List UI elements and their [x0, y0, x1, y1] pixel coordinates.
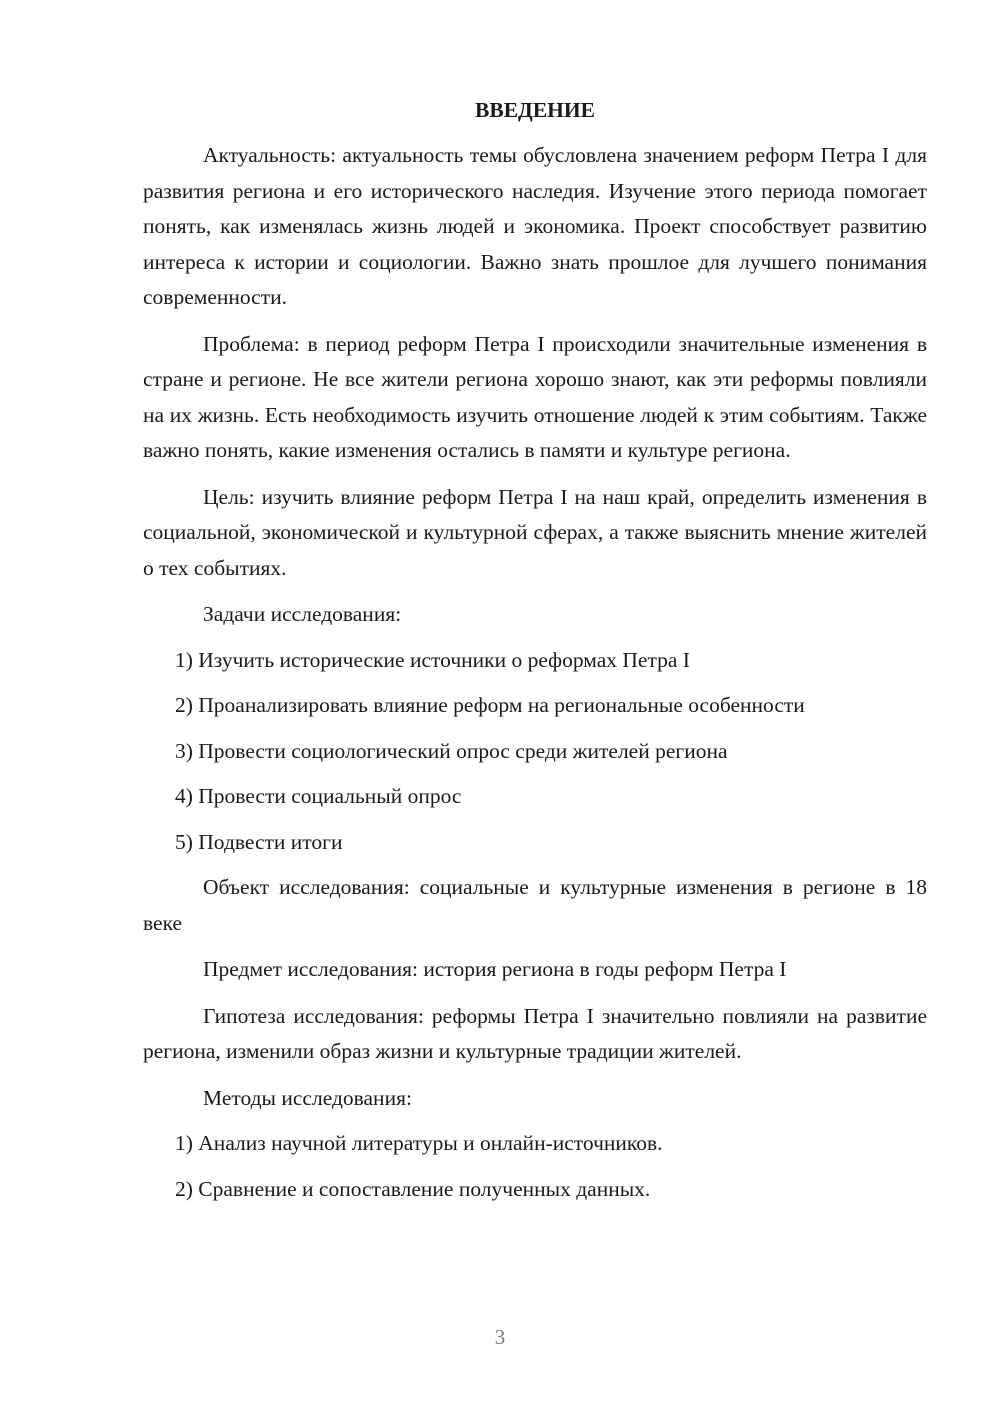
task-item-1: 1) Изучить исторические источники о реформах Петра I	[175, 647, 690, 672]
task-item-4: 4) Провести социальный опрос	[175, 784, 462, 808]
hypothesis-paragraph: Гипотеза исследования: реформы Петра I значительно повлияли на развитие региона, изменили образ жизни и культурные традиции жителей.	[143, 1003, 927, 1063]
page-number: 3	[494, 1325, 506, 1349]
problem-paragraph: Проблема: в период реформ Петра I происходили значительные изменения в стране и регионе. Не все жители региона хорошо знают, как эти реформы повлияли на их жизнь. Есть необходимость изучить отношение людей к этим событиям. Также важно понять, какие изменения остались в памяти и культуре региона.	[143, 331, 927, 462]
task-item-3: 3) Провести социологический опрос среди жителей региона	[175, 738, 728, 763]
goal-paragraph: Цель: изучить влияние реформ Петра I на наш край, определить изменения в социальной, экономической и культурной сферах, а также выяснить мнение жителей о тех событиях.	[143, 484, 927, 580]
method-item-2: 2) Сравнение и сопоставление полученных данных.	[175, 1176, 651, 1201]
method-item-1: 1) Анализ научной литературы и онлайн-источников.	[175, 1131, 663, 1155]
methods-heading: Методы исследования:	[203, 1085, 412, 1110]
task-item-2: 2) Проанализировать влияние реформ на региональные особенности	[175, 693, 805, 717]
relevance-paragraph: Актуальность: актуальность темы обусловлена значением реформ Петра I для развития региона и его исторического наследия. Изучение этого периода помогает понять, как изменялась жизнь людей и экономика. Проект способствует развитию интереса к истории и социологии. Важно знать прошлое для лучшего понимания современности.	[143, 143, 927, 309]
document-page	[143, 94, 927, 1217]
tasks-heading: Задачи исследования:	[203, 602, 402, 626]
subject-paragraph: Предмет исследования: история региона в годы реформ Петра I	[203, 957, 787, 981]
object-paragraph: Объект исследования: социальные и культурные изменения в регионе в 18 веке	[143, 875, 927, 935]
task-item-5: 5) Подвести итоги	[175, 829, 343, 854]
section-title: ВВЕДЕНИЕ	[475, 98, 595, 122]
